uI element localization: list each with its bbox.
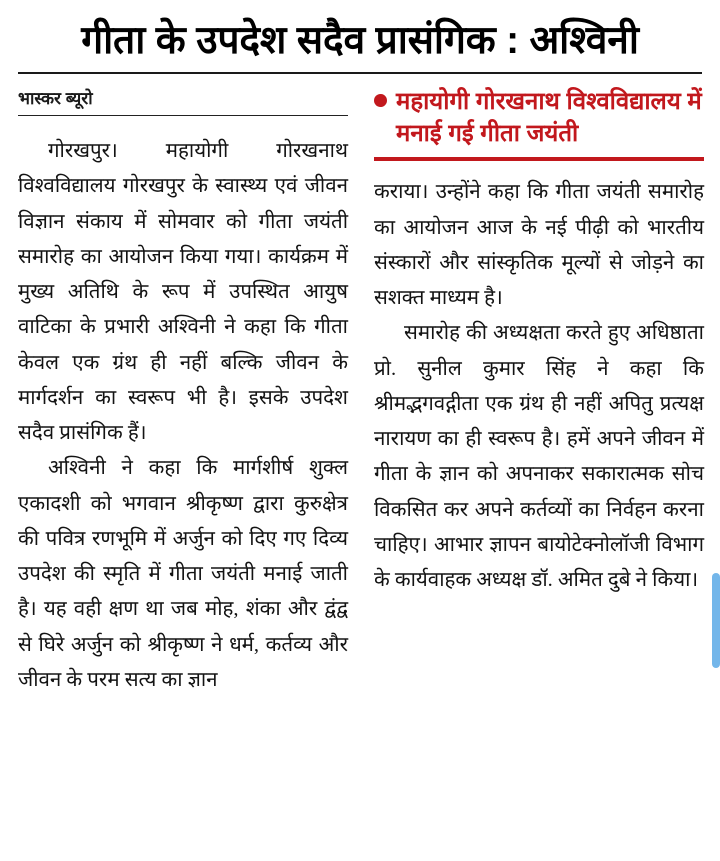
kicker-divider (374, 157, 704, 161)
scrollbar-thumb[interactable] (712, 573, 720, 668)
byline: भास्कर ब्यूरो (18, 89, 93, 109)
paragraph: अश्विनी ने कहा कि मार्गशीर्ष शुक्ल एकादशी को भगवान श्रीकृष्ण द्वारा कुरुक्षेत्र की पवित्र रणभूमि में अर्जुन को दिए गए दिव्य उपदेश की स्मृति में गीता जयंती मनाई जाती है। यह वही क्षण था जब मोह, शंका और द्वंद्व से घिरे अर्जुन को श्रीकृष्ण ने धर्म, कर्तव्य और जीवन के परम सत्य का ज्ञान (18, 457, 348, 691)
left-column-body (18, 134, 348, 698)
left-column (18, 86, 348, 698)
paragraph: समारोह की अध्यक्षता करते हुए अधिष्ठाता प्रो. सुनील कुमार सिंह ने कहा कि श्रीमद्भगवद्गीता एक ग्रंथ ही नहीं अपितु प्रत्यक्ष नारायण का ही स्वरूप है। हमें अपने जीवन में गीता के ज्ञान को अपनाकर सकारात्मक सोच विकसित कर अपने कर्तव्यों का निर्वहन करना चाहिए। आभार ज्ञापन बायोटेक्नोलॉजी विभाग के कार्यवाहक अध्यक्ष डॉ. अमित दुबे ने किया। (374, 322, 704, 592)
right-column-body (374, 175, 704, 598)
bullet-dot-icon (374, 94, 387, 107)
article-columns (18, 86, 702, 698)
kicker (374, 86, 704, 149)
right-column (374, 86, 704, 598)
headline-divider (18, 72, 702, 74)
paragraph: गोरखपुर। महायोगी गोरखनाथ विश्वविद्यालय गोरखपुर के स्वास्थ्य एवं जीवन विज्ञान संकाय में सोमवार को गीता जयंती समारोह का आयोजन किया गया। कार्यक्रम में मुख्य अतिथि के रूप में उपस्थित आयुष वाटिका के प्रभारी अश्विनी ने कहा कि गीता केवल एक ग्रंथ ही नहीं बल्कि जीवन के मार्गदर्शन का स्वरूप भी है। इसके उपदेश सदैव प्रासंगिक हैं। (18, 140, 348, 445)
byline-divider (18, 115, 348, 116)
paragraph: कराया। उन्होंने कहा कि गीता जयंती समारोह का आयोजन आज के नई पीढ़ी को भारतीय संस्कारों और सांस्कृतिक मूल्यों से जोड़ने का सशक्त माध्यम है। (374, 181, 704, 310)
kicker-text: महायोगी गोरखनाथ विश्वविद्यालय में मनाई गई गीता जयंती (396, 88, 702, 147)
page-title: गीता के उपदेश सदैव प्रासंगिक : अश्विनी (81, 19, 639, 62)
